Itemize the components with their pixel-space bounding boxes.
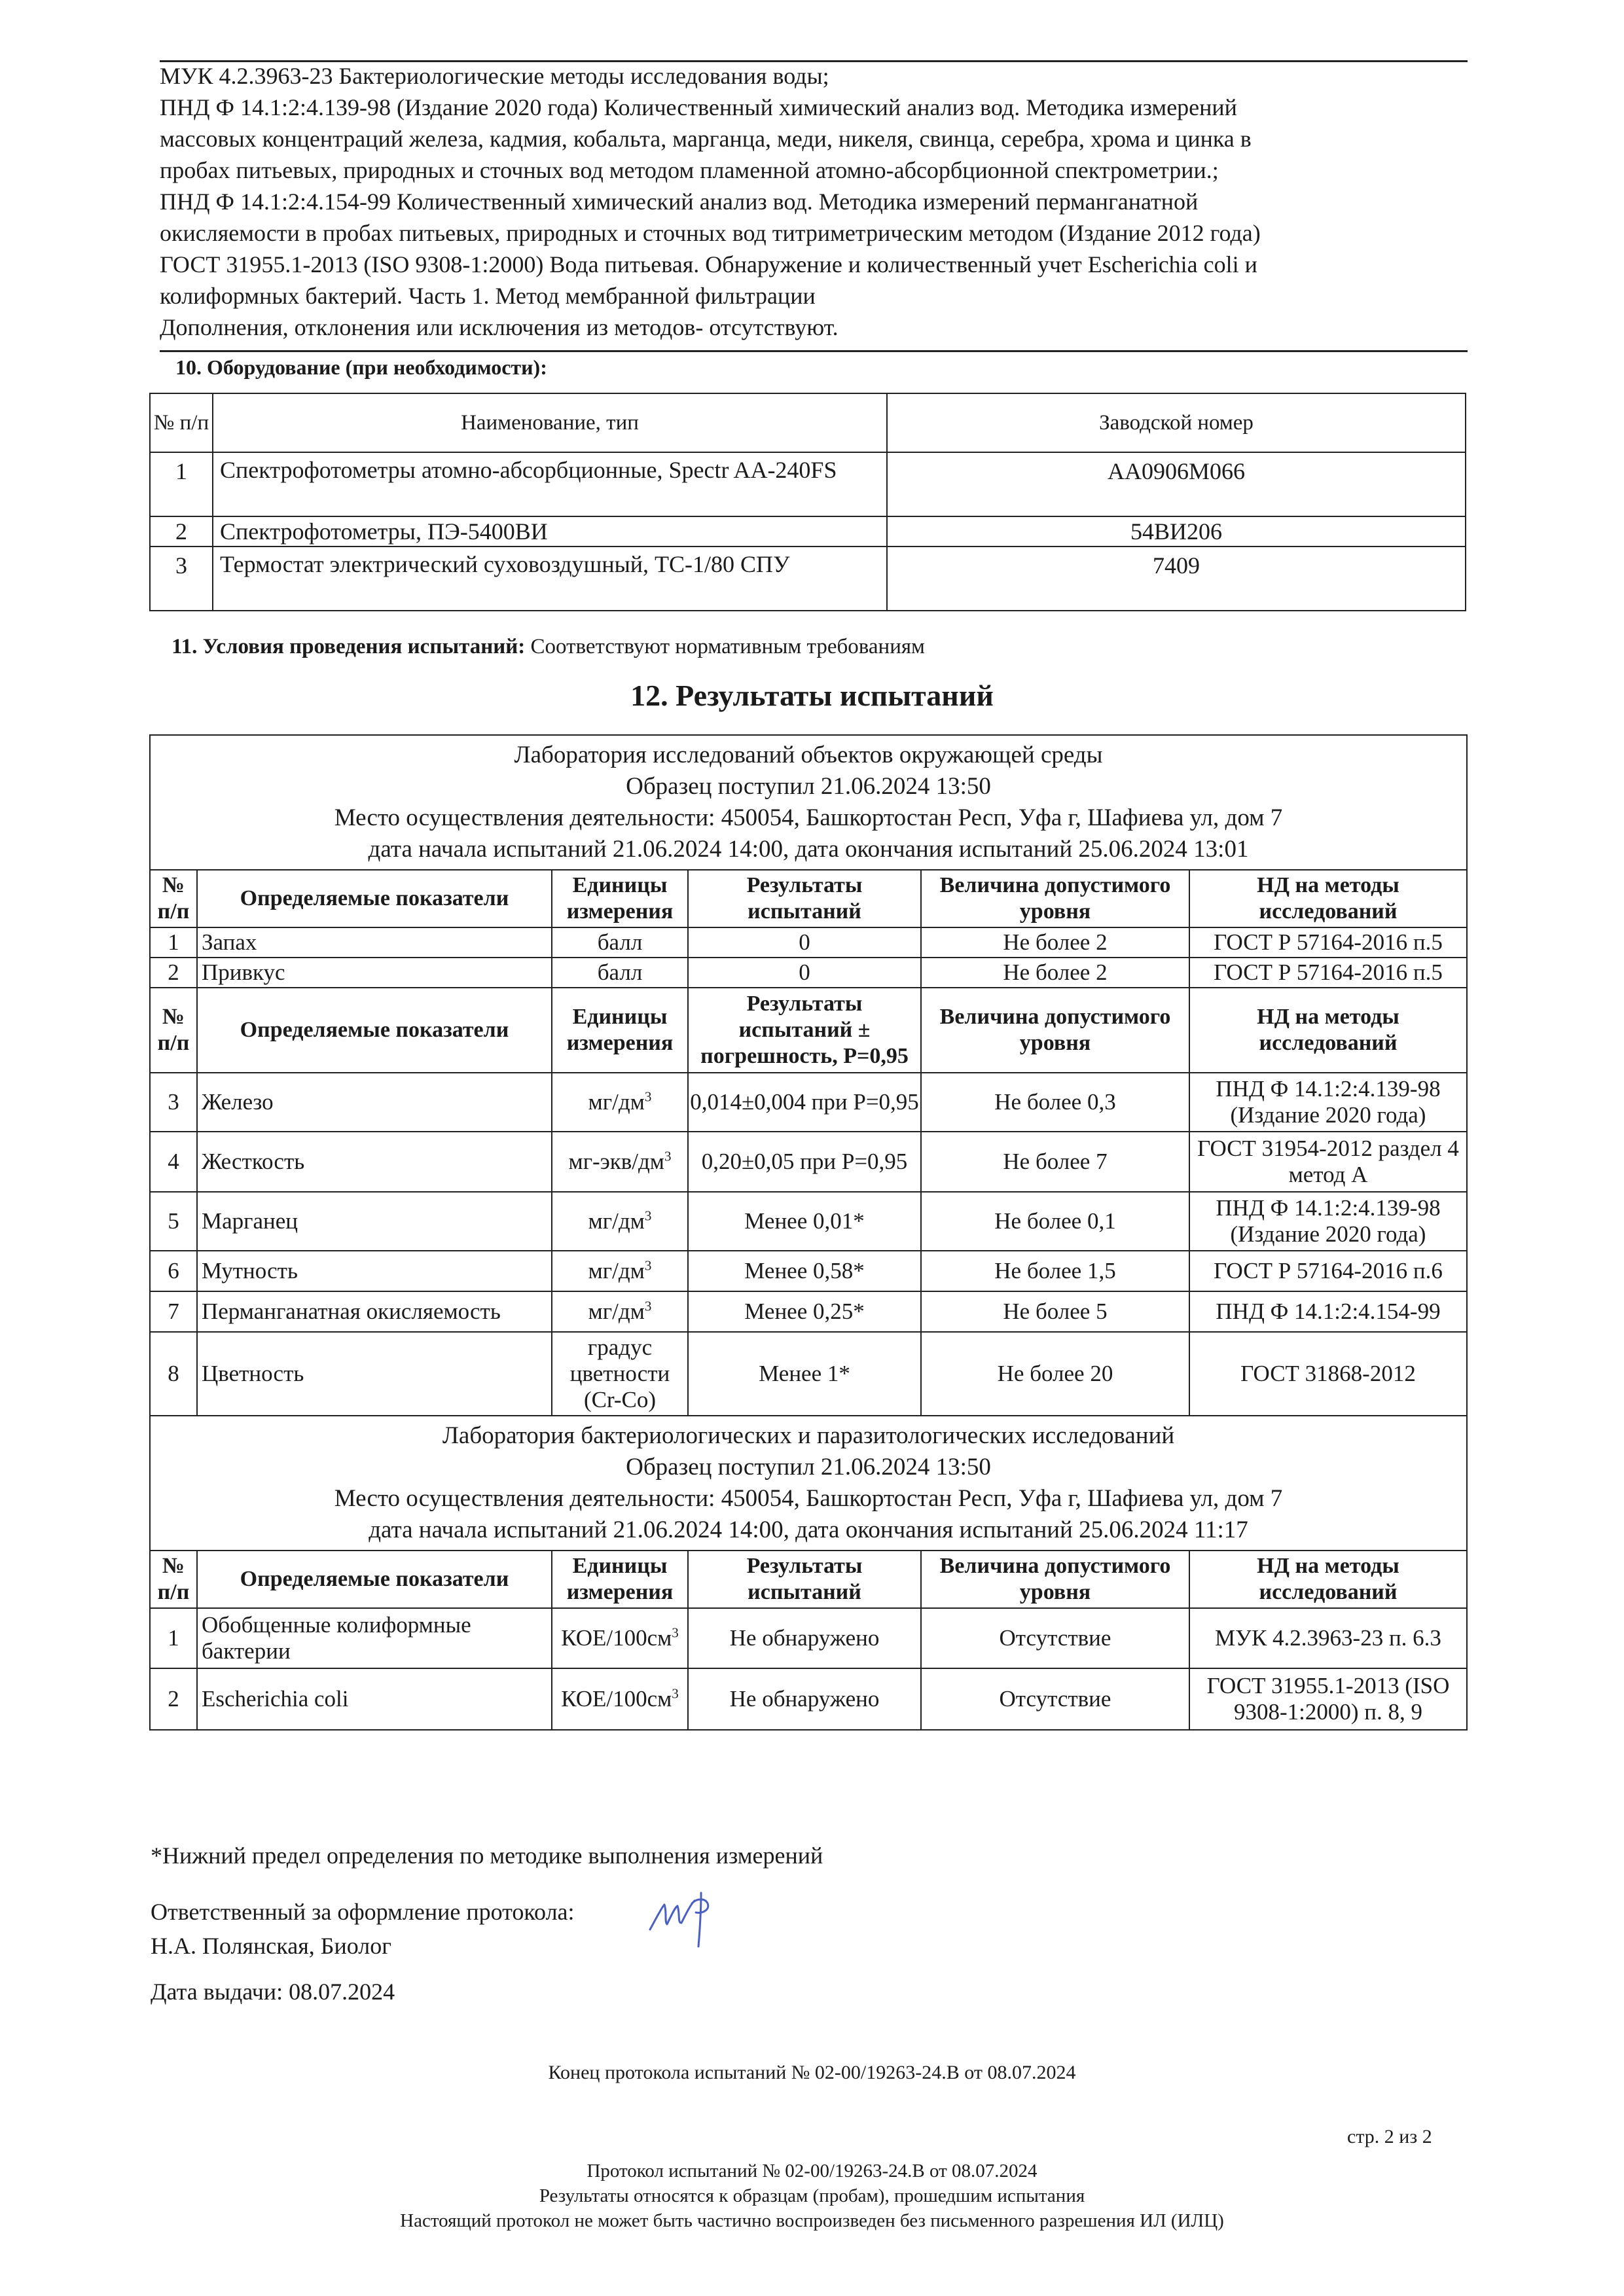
- col-method: НД на методы исследований: [1189, 988, 1467, 1073]
- col-param: Определяемые показатели: [197, 988, 552, 1073]
- methods-line: ГОСТ 31955.1-2013 (ISO 9308-1:2000) Вода питьевая. Обнаружение и количественный учет Escherichia coli и: [160, 251, 1257, 278]
- unit-exponent: 3: [644, 1298, 652, 1314]
- table-row: [150, 927, 1467, 958]
- section-11-label: 11. Условия проведения испытаний:: [171, 635, 526, 658]
- col-num: № п/п: [150, 870, 197, 927]
- cell-param: Запах: [197, 927, 552, 958]
- lab1-dates: дата начала испытаний 21.06.2024 14:00, дата окончания испытаний 25.06.2024 13:01: [368, 836, 1249, 863]
- cell-result: Менее 1*: [688, 1332, 921, 1416]
- table-row: [150, 1251, 1467, 1291]
- methods-line: Дополнения, отклонения или исключения из методов- отсутствуют.: [160, 314, 839, 340]
- cell-result: Менее 0,25*: [688, 1291, 921, 1332]
- footnote: *Нижний предел определения по методике выполнения измерений: [151, 1842, 823, 1869]
- cell-result: 0,014±0,004 при Р=0,95: [688, 1073, 921, 1132]
- lab1-info-row: [150, 735, 1467, 870]
- section-11: [171, 635, 925, 659]
- cell-unit: [552, 1668, 688, 1730]
- lab2-info: [150, 1416, 1467, 1551]
- cell-name: Спектрофотометры атомно-абсорбционные, Spectr AA-240FS: [213, 452, 887, 516]
- cell-param: Escherichia coli: [197, 1668, 552, 1730]
- table-row: [150, 958, 1467, 988]
- equipment-table: [149, 393, 1466, 611]
- col-limit: Величина допустимого уровня: [921, 1551, 1189, 1608]
- table-row: [150, 1192, 1467, 1251]
- col-method: НД на методы исследований: [1189, 1551, 1467, 1608]
- handwritten-signature: [645, 1878, 730, 1950]
- cell-result: Менее 0,58*: [688, 1251, 921, 1291]
- lab1-header-row: [150, 870, 1467, 927]
- cell-unit: [552, 1291, 688, 1332]
- responsible-person: Н.А. Полянская, Биолог: [151, 1933, 391, 1959]
- unit-text: мг/дм: [588, 1208, 645, 1234]
- cell-num: 6: [150, 1251, 197, 1291]
- methods-line: ПНД Ф 14.1:2:4.154-99 Количественный химический анализ вод. Методика измерений перманганатной: [160, 188, 1199, 215]
- cell-unit: балл: [552, 958, 688, 988]
- responsible-block: [151, 1895, 575, 1963]
- cell-method: ПНД Ф 14.1:2:4.139-98 (Издание 2020 года): [1189, 1192, 1467, 1251]
- cell-unit: [552, 1192, 688, 1251]
- section-10-title: 10. Оборудование (при необходимости):: [175, 355, 547, 379]
- cell-param: Жесткость: [197, 1132, 552, 1192]
- cell-limit: Не более 2: [921, 927, 1189, 958]
- cell-num: 1: [150, 927, 197, 958]
- cell-result: 0,20±0,05 при Р=0,95: [688, 1132, 921, 1192]
- col-param: Определяемые показатели: [197, 1551, 552, 1608]
- cell-param: Перманганатная окисляемость: [197, 1291, 552, 1332]
- cell-num: 4: [150, 1132, 197, 1192]
- cell-result: Не обнаружено: [688, 1668, 921, 1730]
- cell-method: ПНД Ф 14.1:2:4.154-99: [1189, 1291, 1467, 1332]
- cell-num: 2: [150, 958, 197, 988]
- cell-unit: балл: [552, 927, 688, 958]
- cell-unit: [552, 1073, 688, 1132]
- cell-serial: 54ВИ206: [887, 516, 1466, 547]
- unit-text: КОЕ/100см: [561, 1625, 672, 1651]
- cell-method: ГОСТ 31955.1-2013 (ISO 9308-1:2000) п. 8, 9: [1189, 1668, 1467, 1730]
- cell-num: 1: [150, 452, 213, 516]
- cell-num: 2: [150, 1668, 197, 1730]
- section-12-title: 12. Результаты испытаний: [630, 679, 994, 712]
- cell-param: Марганец: [197, 1192, 552, 1251]
- footer-line: Протокол испытаний № 02-00/19263-24.В от 08.07.2024: [586, 2161, 1038, 2181]
- cell-method: МУК 4.2.3963-23 п. 6.3: [1189, 1608, 1467, 1668]
- cell-param: Железо: [197, 1073, 552, 1132]
- table-row: [150, 516, 1466, 547]
- cell-result: 0: [688, 927, 921, 958]
- header-name: Наименование, тип: [213, 393, 887, 452]
- col-num: № п/п: [150, 988, 197, 1073]
- cell-unit: [552, 1608, 688, 1668]
- cell-num: 2: [150, 516, 213, 547]
- cell-method: ГОСТ 31868-2012: [1189, 1332, 1467, 1416]
- table-row: [150, 1332, 1467, 1416]
- cell-unit: градус цветности (Cr-Co): [552, 1332, 688, 1416]
- lab2-header-row: [150, 1551, 1467, 1608]
- methods-line: МУК 4.2.3963-23 Бактериологические методы исследования воды;: [160, 63, 829, 89]
- cell-method: ГОСТ Р 57164-2016 п.5: [1189, 927, 1467, 958]
- lab1-location: Место осуществления деятельности: 450054, Башкортостан Респ, Уфа г, Шафиева ул, дом 7: [334, 804, 1283, 831]
- issue-date: Дата выдачи: 08.07.2024: [151, 1979, 395, 2005]
- methods-line: ПНД Ф 14.1:2:4.139-98 (Издание 2020 года) Количественный химический анализ вод. Методика измерений: [160, 94, 1237, 120]
- cell-limit: Не более 0,1: [921, 1192, 1189, 1251]
- methods-line: окисляемости в пробах питьевых, природных и сточных вод титриметрическим методом (Издание 2012 года): [160, 220, 1261, 246]
- table-row: [150, 452, 1466, 516]
- cell-limit: Не более 2: [921, 958, 1189, 988]
- cell-param: Обобщенные колиформные бактерии: [197, 1608, 552, 1668]
- unit-exponent: 3: [644, 1257, 652, 1274]
- cell-name: Спектрофотометры, ПЭ-5400ВИ: [213, 516, 887, 547]
- unit-text: мг/дм: [588, 1089, 645, 1115]
- col-unit: Единицы измерения: [552, 1551, 688, 1608]
- cell-result: Не обнаружено: [688, 1608, 921, 1668]
- lab2-info-row: [150, 1416, 1467, 1551]
- col-param: Определяемые показатели: [197, 870, 552, 927]
- cell-serial: 7409: [887, 547, 1466, 611]
- col-num: № п/п: [150, 1551, 197, 1608]
- cell-unit: [552, 1132, 688, 1192]
- cell-num: 7: [150, 1291, 197, 1332]
- unit-text: мг/дм: [588, 1299, 645, 1324]
- footer-line: Настоящий протокол не может быть частично воспроизведен без письменного разрешения ИЛ (ИЛЦ): [400, 2210, 1224, 2231]
- unit-exponent: 3: [644, 1088, 652, 1105]
- cell-num: 3: [150, 1073, 197, 1132]
- end-of-protocol: Конец протокола испытаний № 02-00/19263-24.В от 08.07.2024: [548, 2062, 1076, 2083]
- footer-line: Результаты относятся к образцам (пробам), прошедшим испытания: [539, 2185, 1085, 2206]
- unit-text: мг-экв/дм: [568, 1149, 664, 1174]
- cell-result: 0: [688, 958, 921, 988]
- table-row: [150, 1291, 1467, 1332]
- unit-exponent: 3: [672, 1624, 679, 1641]
- cell-name: Термостат электрический суховоздушный, ТС-1/80 СПУ: [213, 547, 887, 611]
- lab1-info: [150, 735, 1467, 870]
- col-result: Результаты испытаний: [688, 1551, 921, 1608]
- methods-line: массовых концентраций железа, кадмия, кобальта, марганца, меди, никеля, свинца, серебра, хрома и цинка в: [160, 126, 1252, 152]
- unit-exponent: 3: [644, 1208, 652, 1224]
- col-method: НД на методы исследований: [1189, 870, 1467, 927]
- page-number: стр. 2 из 2: [1347, 2126, 1432, 2147]
- table-row: [150, 1608, 1467, 1668]
- table-row: [150, 1668, 1467, 1730]
- cell-limit: Не более 7: [921, 1132, 1189, 1192]
- results-table: [149, 734, 1468, 1731]
- table-row: [150, 1132, 1467, 1192]
- lab1-header-row-2: [150, 988, 1467, 1073]
- unit-text: мг/дм: [588, 1258, 645, 1283]
- lab2-received: Образец поступил 21.06.2024 13:50: [626, 1454, 991, 1480]
- unit-exponent: 3: [664, 1148, 672, 1164]
- cell-param: Привкус: [197, 958, 552, 988]
- table-row: [150, 1073, 1467, 1132]
- cell-serial: AA0906M066: [887, 452, 1466, 516]
- unit-text: КОЕ/100см: [561, 1686, 672, 1712]
- cell-limit: Не более 1,5: [921, 1251, 1189, 1291]
- col-unit: Единицы измерения: [552, 988, 688, 1073]
- cell-method: ГОСТ Р 57164-2016 п.5: [1189, 958, 1467, 988]
- col-result: Результаты испытаний ± погрешность, Р=0,95: [688, 988, 921, 1073]
- cell-num: 1: [150, 1608, 197, 1668]
- cell-limit: Отсутствие: [921, 1668, 1189, 1730]
- footer: [0, 2159, 1624, 2233]
- col-limit: Величина допустимого уровня: [921, 988, 1189, 1073]
- lab1-name: Лаборатория исследований объектов окружающей среды: [514, 742, 1103, 768]
- col-limit: Величина допустимого уровня: [921, 870, 1189, 927]
- cell-num: 5: [150, 1192, 197, 1251]
- equipment-header-row: [150, 393, 1466, 452]
- cell-result: Менее 0,01*: [688, 1192, 921, 1251]
- cell-unit: [552, 1251, 688, 1291]
- cell-method: ПНД Ф 14.1:2:4.139-98 (Издание 2020 года): [1189, 1073, 1467, 1132]
- methods-line: колиформных бактерий. Часть 1. Метод мембранной фильтрации: [160, 283, 816, 309]
- lab2-dates: дата начала испытаний 21.06.2024 14:00, дата окончания испытаний 25.06.2024 11:17: [369, 1516, 1248, 1543]
- lab1-received: Образец поступил 21.06.2024 13:50: [626, 773, 991, 800]
- col-unit: Единицы измерения: [552, 870, 688, 927]
- section-11-value: Соответствуют нормативным требованиям: [530, 635, 925, 658]
- table-row: [150, 547, 1466, 611]
- cell-param: Цветность: [197, 1332, 552, 1416]
- cell-limit: Отсутствие: [921, 1608, 1189, 1668]
- header-serial: Заводской номер: [887, 393, 1466, 452]
- cell-method: ГОСТ Р 57164-2016 п.6: [1189, 1251, 1467, 1291]
- section-rule: [160, 350, 1468, 352]
- cell-num: 3: [150, 547, 213, 611]
- cell-limit: Не более 20: [921, 1332, 1189, 1416]
- lab2-location: Место осуществления деятельности: 450054, Башкортостан Респ, Уфа г, Шафиева ул, дом 7: [334, 1485, 1283, 1512]
- lab2-name: Лаборатория бактериологических и паразитологических исследований: [442, 1422, 1175, 1449]
- cell-num: 8: [150, 1332, 197, 1416]
- cell-limit: Не более 0,3: [921, 1073, 1189, 1132]
- methods-line: пробах питьевых, природных и сточных вод методом пламенной атомно-абсорбционной спектрометрии.;: [160, 157, 1219, 183]
- cell-limit: Не более 5: [921, 1291, 1189, 1332]
- unit-exponent: 3: [672, 1685, 679, 1702]
- col-result: Результаты испытаний: [688, 870, 921, 927]
- header-num: № п/п: [150, 393, 213, 452]
- responsible-label: Ответственный за оформление протокола:: [151, 1899, 575, 1925]
- cell-method: ГОСТ 31954-2012 раздел 4 метод А: [1189, 1132, 1467, 1192]
- cell-param: Мутность: [197, 1251, 552, 1291]
- methods-list: [160, 60, 1469, 343]
